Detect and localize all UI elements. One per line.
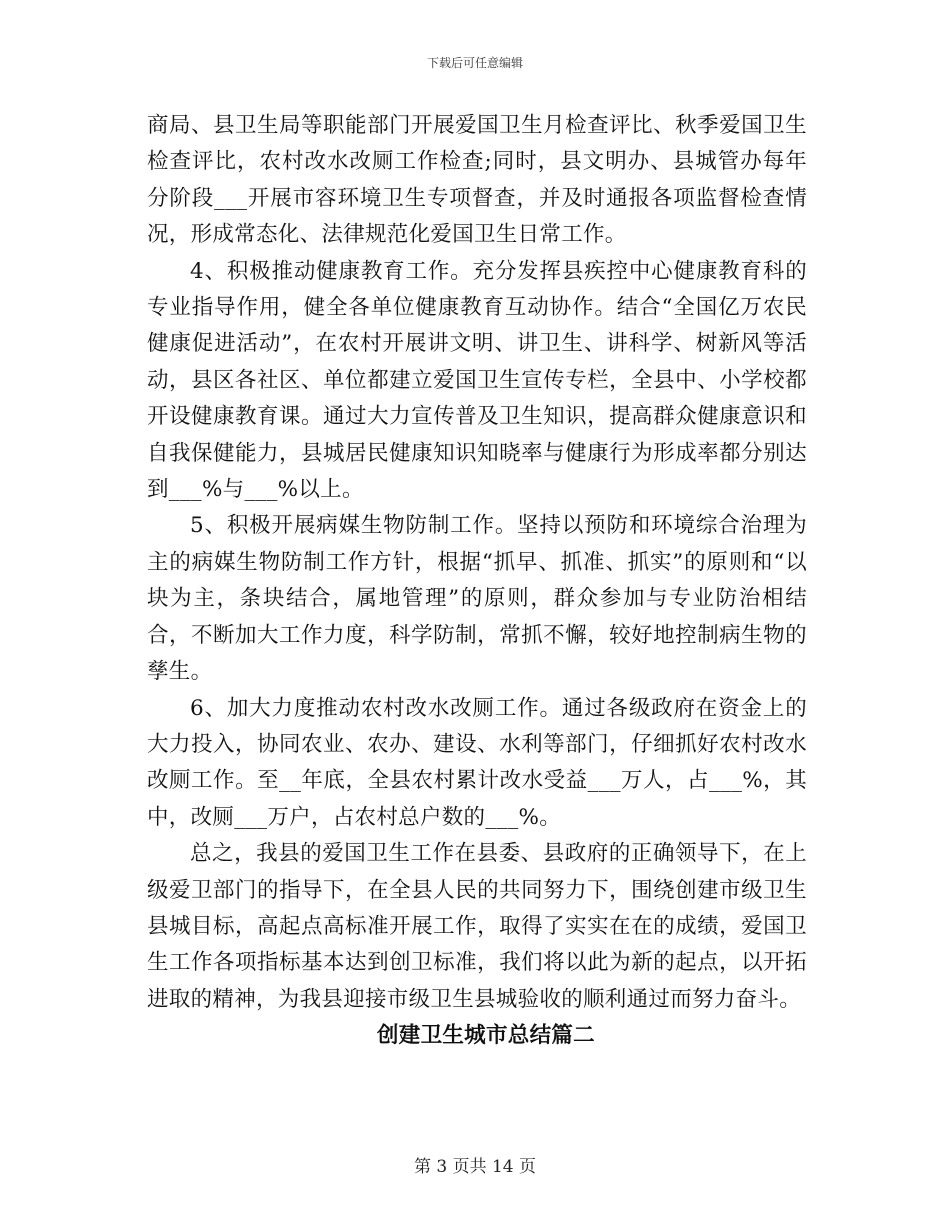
document-body bbox=[147, 108, 807, 1055]
paragraph-conclusion: 总之，我县的爱国卫生工作在县委、县政府的正确领导下，在上级爱卫部门的指导下，在全县人民的共同努力下，围绕创建市级卫生县城目标，高起点高标准开展工作，取得了实实在在的成绩，爱国卫生工作各项指标基本达到创卫标准，我们将以此为新的起点，以开拓进取的精神，为我县迎接市级卫生县城验收的顺利通过而努力奋斗。 bbox=[147, 841, 807, 1012]
paragraph-rural-water-toilet: 6、加大力度推动农村改水改厕工作。通过各级政府在资金上的大力投入，协同农业、农办、建设、水利等部门，仔细抓好农村改水改厕工作。至__年底，全县农村累计改水受益___万人，占___%，其中，改厕___万户，占农村总户数的___%。 bbox=[147, 695, 807, 830]
paragraph-vector-control: 5、积极开展病媒生物防制工作。坚持以预防和环境综合治理为主的病媒生物防制工作方针，根据“抓早、抓准、抓实”的原则和“以块为主，条块结合，属地管理”的原则，群众参加与专业防治相结合，不断加大工作力度，科学防制，常抓不懈，较好地控制病生物的孳生。 bbox=[147, 513, 807, 685]
paragraph-health-education: 4、积极推动健康教育工作。充分发挥县疾控中心健康教育科的专业指导作用，健全各单位健康教育互动协作。结合“全国亿万农民健康促进活动”，在农村开展讲文明、讲卫生、讲科学、树新风等活动，县区各社区、单位都建立爱国卫生宣传专栏，全县中、小学校都开设健康教育课。通过大力宣传普及卫生知识，提高群众健康意识和自我保健能力，县城居民健康知识知晓率与健康行为形成率都分别达到___%与___%以上。 bbox=[147, 258, 807, 503]
paragraph-continued: 商局、县卫生局等职能部门开展爱国卫生月检查评比、秋季爱国卫生检查评比，农村改水改厕工作检查;同时，县文明办、县城管办每年分阶段___开展市容环境卫生专项督查，并及时通报各项监督检查情况，形成常态化、法律规范化爱国卫生日常工作。 bbox=[147, 113, 807, 248]
header-note: 下载后可任意编辑 bbox=[426, 56, 523, 70]
section-heading: 创建卫生城市总结篇二 bbox=[376, 1023, 595, 1049]
page-number-footer: 第 3 页共 14 页 bbox=[413, 1157, 537, 1177]
